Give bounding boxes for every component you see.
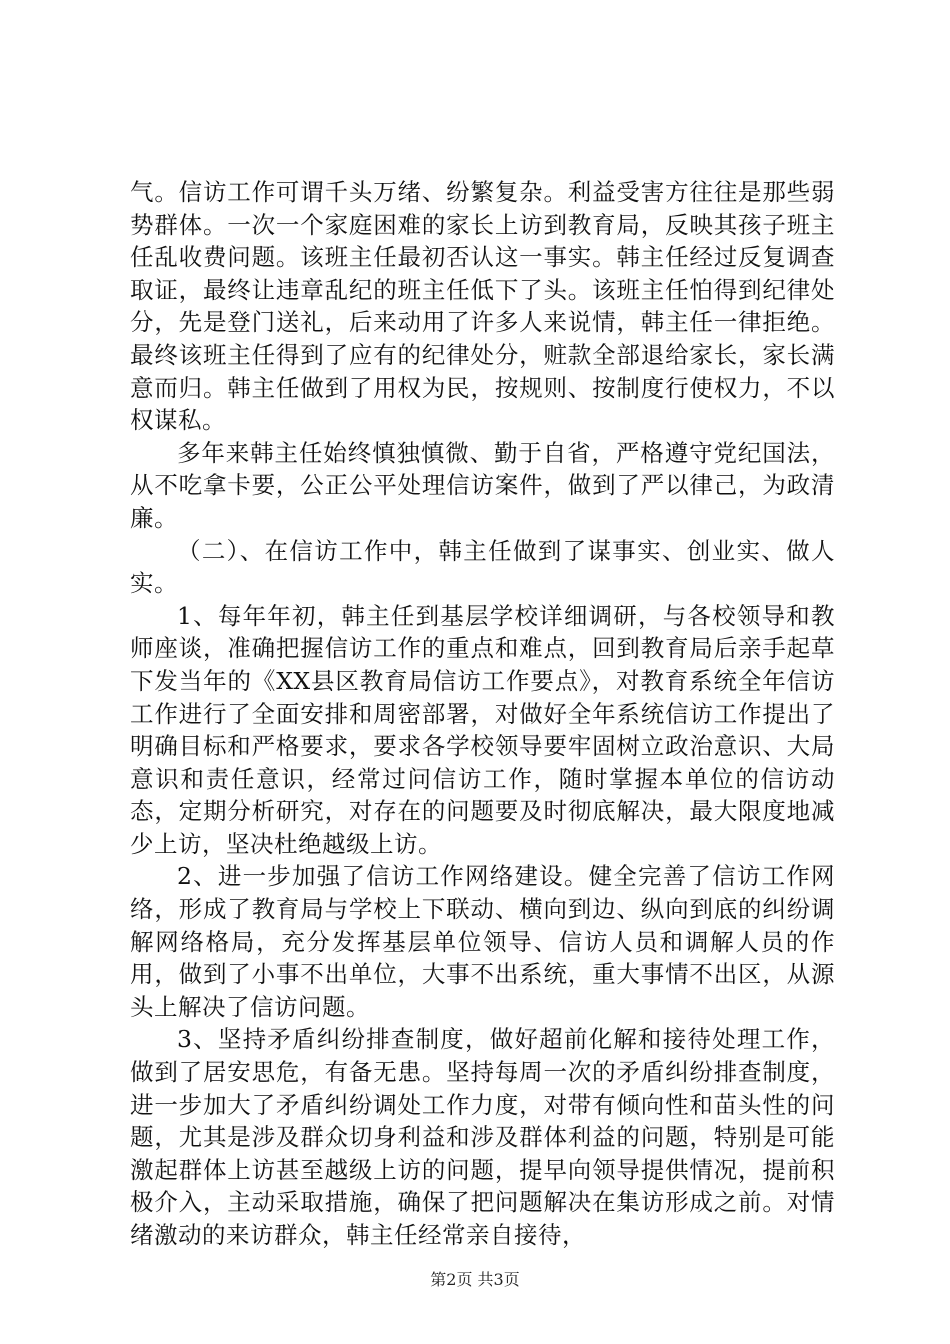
page-footer: 第2页 共3页 [430,1270,520,1289]
document-body [130,176,835,1252]
paragraph-4: 1、每年年初，韩主任到基层学校详细调研，与各校领导和教师座谈，准确把握信访工作的重点和难点，回到教育局后亲手起草下发当年的《XX县区教育局信访工作要点》，对教育系统全年信访工作进行了全面安排和周密部署，对做好全年系统信访工作提出了明确目标和严格要求，要求各学校领导要牢固树立政治意识、大局意识和责任意识，经常过问信访工作，随时掌握本单位的信访动态，定期分析研究，对存在的问题要及时彻底解决，最大限度地减少上访，坚决杜绝越级上访。 [130,601,835,858]
paragraph-1: 气。信访工作可谓千头万绪、纷繁复杂。利益受害方往往是那些弱势群体。一次一个家庭困难的家长上访到教育局，反映其孩子班主任乱收费问题。该班主任最初否认这一事实。韩主任经过反复调查取证，最终让违章乱纪的班主任低下了头。该班主任怕得到纪律处分，先是登门送礼，后来动用了许多人来说情，韩主任一律拒绝。最终该班主任得到了应有的纪律处分，赃款全部退给家长，家长满意而归。韩主任做到了用权为民，按规则、按制度行使权力，不以权谋私。 [130,178,835,435]
paragraph-3: （二）、在信访工作中，韩主任做到了谋事实、创业实、做人实。 [130,536,835,598]
paragraph-2: 多年来韩主任始终慎独慎微、勤于自省，严格遵守党纪国法，从不吃拿卡要，公正公平处理信访案件，做到了严以律己，为政清廉。 [130,438,835,532]
paragraph-5: 2、进一步加强了信访工作网络建设。健全完善了信访工作网络，形成了教育局与学校上下联动、横向到边、纵向到底的纠纷调解网络格局，充分发挥基层单位领导、信访人员和调解人员的作用，做到了小事不出单位，大事不出系统，重大事情不出区，从源头上解决了信访问题。 [130,862,835,1021]
paragraph-6: 3、坚持矛盾纠纷排查制度，做好超前化解和接待处理工作，做到了居安思危，有备无患。坚持每周一次的矛盾纠纷排查制度，进一步加大了矛盾纠纷调处工作力度，对带有倾向性和苗头性的问题，尤其是涉及群众切身利益和涉及群体利益的问题，特别是可能激起群体上访甚至越级上访的问题，提早向领导提供情况，提前积极介入，主动采取措施，确保了把问题解决在集访形成之前。对情绪激动的来访群众，韩主任经常亲自接待， [130,1025,835,1249]
